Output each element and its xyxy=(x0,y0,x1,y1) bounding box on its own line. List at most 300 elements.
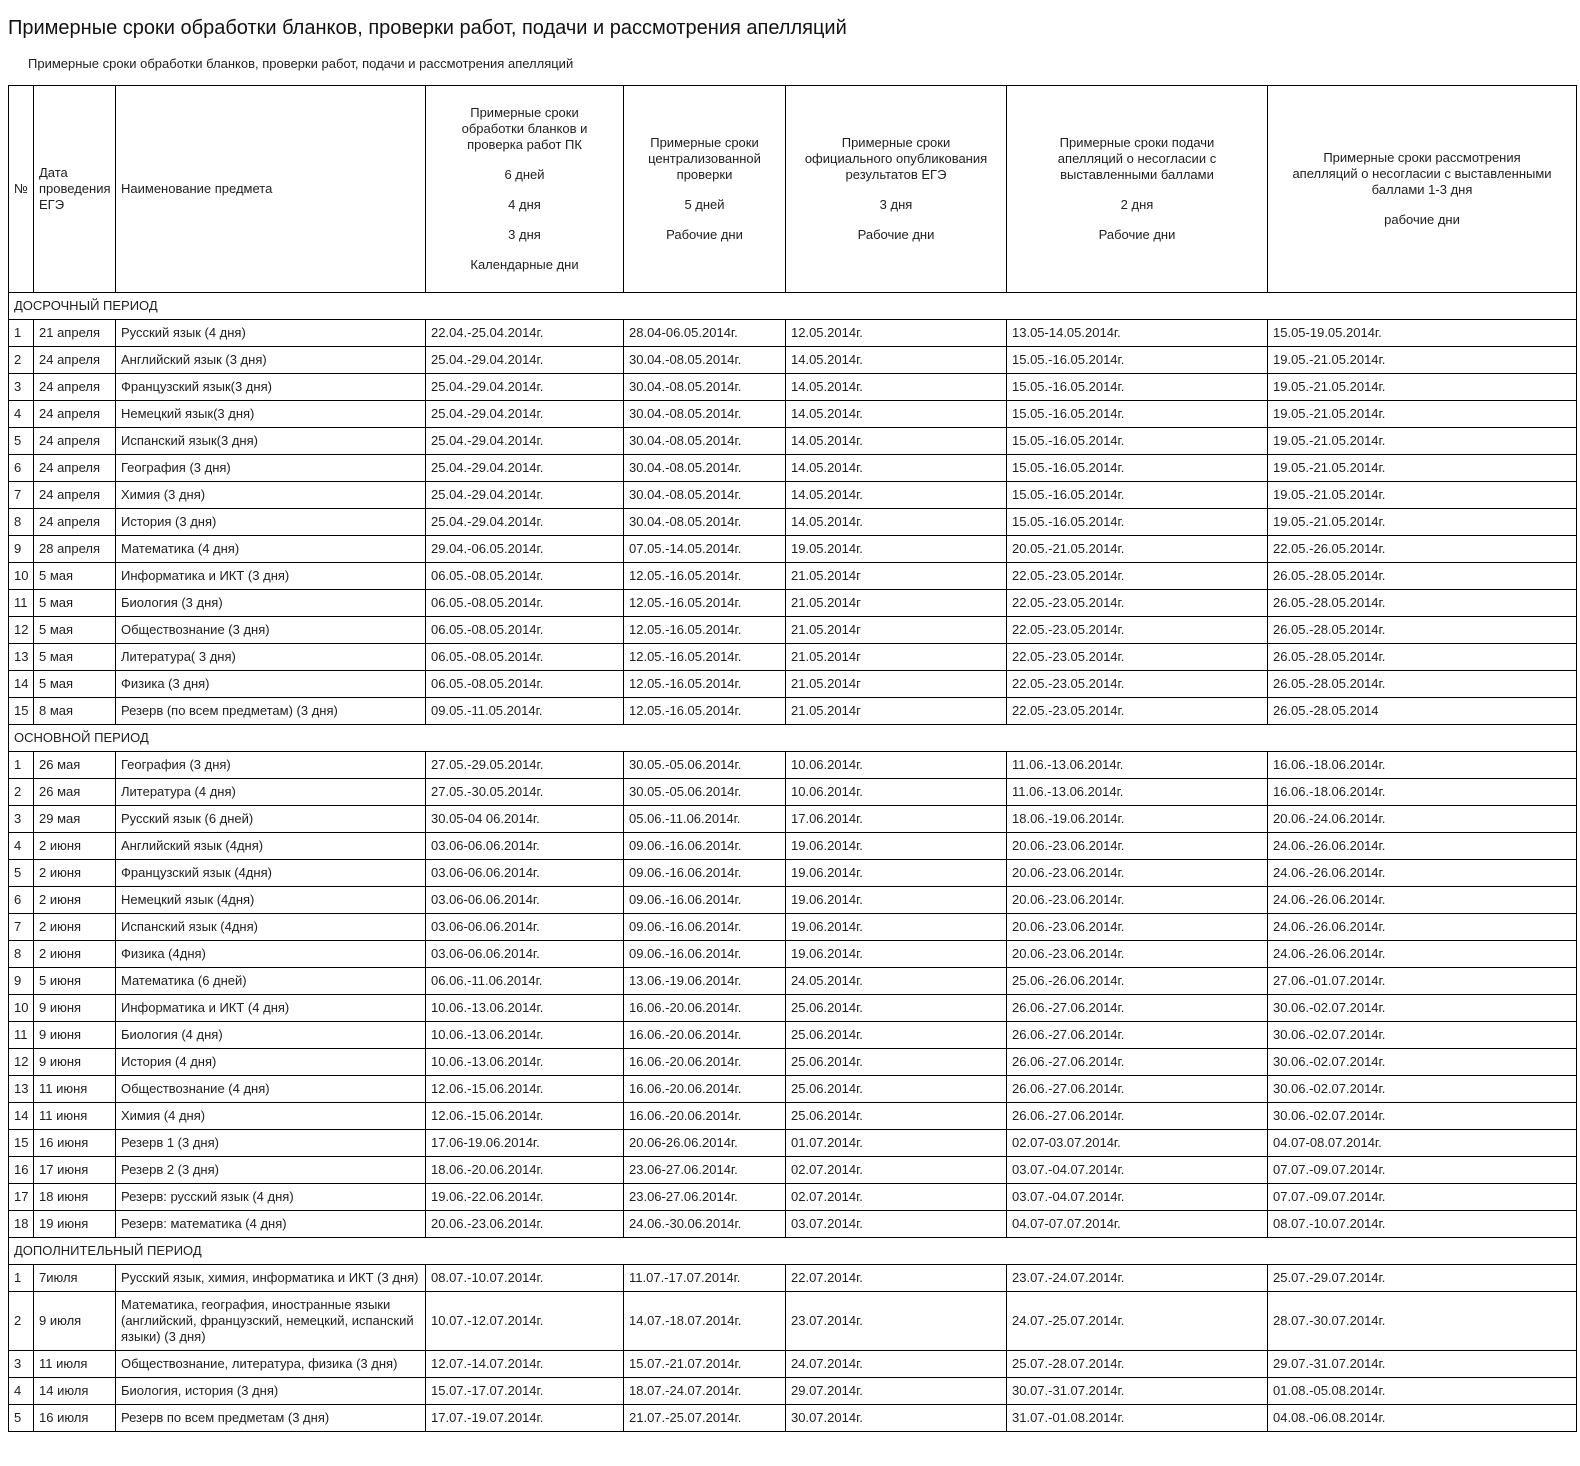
cell-number: 18 xyxy=(9,1211,34,1238)
cell-exam-date: 26 мая xyxy=(34,752,116,779)
cell-processing-period: 10.07.-12.07.2014г. xyxy=(426,1292,624,1351)
cell-exam-date: 2 июня xyxy=(34,887,116,914)
header-subject xyxy=(116,86,426,293)
cell-central-check-period: 12.05.-16.05.2014г. xyxy=(624,698,786,725)
cell-number: 15 xyxy=(9,698,34,725)
cell-publication-date: 14.05.2014г. xyxy=(786,428,1007,455)
table-row xyxy=(9,1351,1577,1378)
header-duration: 2 дня xyxy=(1120,197,1154,212)
cell-processing-period: 03.06-06.06.2014г. xyxy=(426,860,624,887)
cell-processing-period: 20.06.-23.06.2014г. xyxy=(426,1211,624,1238)
cell-central-check-period: 20.06-26.06.2014г. xyxy=(624,1130,786,1157)
cell-central-check-period: 16.06.-20.06.2014г. xyxy=(624,1022,786,1049)
cell-exam-date: 9 июня xyxy=(34,1022,116,1049)
cell-appeal-review-period: 30.06.-02.07.2014г. xyxy=(1268,1076,1577,1103)
cell-processing-period: 12.06.-15.06.2014г. xyxy=(426,1076,624,1103)
table-row xyxy=(9,617,1577,644)
cell-appeal-review-period: 22.05.-26.05.2014г. xyxy=(1268,536,1577,563)
table-row xyxy=(9,1184,1577,1211)
table-row xyxy=(9,860,1577,887)
cell-appeal-submission-period: 26.06.-27.06.2014г. xyxy=(1007,1022,1268,1049)
cell-publication-date: 14.05.2014г. xyxy=(786,401,1007,428)
cell-exam-date: 5 мая xyxy=(34,617,116,644)
header-line: апелляций о несогласии с xyxy=(1057,151,1217,166)
cell-appeal-submission-period: 26.06.-27.06.2014г. xyxy=(1007,995,1268,1022)
cell-number: 4 xyxy=(9,1378,34,1405)
cell-exam-date: 28 апреля xyxy=(34,536,116,563)
cell-appeal-review-period: 24.06.-26.06.2014г. xyxy=(1268,833,1577,860)
cell-appeal-submission-period: 25.07.-28.07.2014г. xyxy=(1007,1351,1268,1378)
cell-exam-date: 5 июня xyxy=(34,968,116,995)
cell-exam-date: 2 июня xyxy=(34,941,116,968)
cell-subject: Английский язык (4дня) xyxy=(116,833,426,860)
cell-exam-date: 5 мая xyxy=(34,671,116,698)
cell-appeal-submission-period: 11.06.-13.06.2014г. xyxy=(1007,779,1268,806)
table-row xyxy=(9,347,1577,374)
cell-processing-period: 03.06-06.06.2014г. xyxy=(426,887,624,914)
cell-subject: Математика, география, иностранные языки (английский, французский, немецкий, испанский языки) (3 дня) xyxy=(116,1292,426,1351)
cell-central-check-period: 11.07.-17.07.2014г. xyxy=(624,1265,786,1292)
header-line: Примерные сроки xyxy=(650,135,759,150)
cell-subject: Литература( 3 дня) xyxy=(116,644,426,671)
cell-subject: Биология, история (3 дня) xyxy=(116,1378,426,1405)
cell-central-check-period: 14.07.-18.07.2014г. xyxy=(624,1292,786,1351)
cell-appeal-review-period: 07.07.-09.07.2014г. xyxy=(1268,1184,1577,1211)
cell-subject: Литература (4 дня) xyxy=(116,779,426,806)
cell-processing-period: 25.04.-29.04.2014г. xyxy=(426,428,624,455)
header-line: выставленными баллами xyxy=(1060,167,1214,182)
header-processing-period xyxy=(426,86,624,293)
cell-appeal-review-period: 30.06.-02.07.2014г. xyxy=(1268,1103,1577,1130)
header-duration: 4 дня xyxy=(508,197,541,212)
cell-publication-date: 25.06.2014г. xyxy=(786,1103,1007,1130)
cell-appeal-review-period: 27.06.-01.07.2014г. xyxy=(1268,968,1577,995)
cell-subject: Французский язык(3 дня) xyxy=(116,374,426,401)
table-header-row xyxy=(9,86,1577,293)
cell-processing-period: 18.06.-20.06.2014г. xyxy=(426,1157,624,1184)
cell-central-check-period: 09.06.-16.06.2014г. xyxy=(624,941,786,968)
cell-central-check-period: 12.05.-16.05.2014г. xyxy=(624,671,786,698)
cell-exam-date: 2 июня xyxy=(34,914,116,941)
cell-processing-period: 27.05.-29.05.2014г. xyxy=(426,752,624,779)
cell-appeal-submission-period: 15.05.-16.05.2014г. xyxy=(1007,428,1268,455)
cell-publication-date: 19.06.2014г. xyxy=(786,941,1007,968)
cell-processing-period: 12.06.-15.06.2014г. xyxy=(426,1103,624,1130)
cell-central-check-period: 07.05.-14.05.2014г. xyxy=(624,536,786,563)
cell-subject: Немецкий язык (4дня) xyxy=(116,887,426,914)
cell-exam-date: 24 апреля xyxy=(34,482,116,509)
cell-subject: Математика (4 дня) xyxy=(116,536,426,563)
table-row xyxy=(9,1022,1577,1049)
cell-central-check-period: 12.05.-16.05.2014г. xyxy=(624,644,786,671)
table-row xyxy=(9,914,1577,941)
cell-processing-period: 06.05.-08.05.2014г. xyxy=(426,671,624,698)
cell-central-check-period: 28.04-06.05.2014г. xyxy=(624,320,786,347)
cell-exam-date: 8 мая xyxy=(34,698,116,725)
cell-subject: Информатика и ИКТ (4 дня) xyxy=(116,995,426,1022)
table-row xyxy=(9,374,1577,401)
header-subject-label: Наименование предмета xyxy=(121,181,273,196)
cell-subject: Резерв: русский язык (4 дня) xyxy=(116,1184,426,1211)
cell-number: 5 xyxy=(9,428,34,455)
cell-appeal-submission-period: 22.05.-23.05.2014г. xyxy=(1007,671,1268,698)
header-line: проведения xyxy=(39,181,111,196)
cell-appeal-review-period: 07.07.-09.07.2014г. xyxy=(1268,1157,1577,1184)
page-subtitle: Примерные сроки обработки бланков, проверки работ, подачи и рассмотрения апелляций xyxy=(28,56,574,71)
cell-central-check-period: 30.05.-05.06.2014г. xyxy=(624,752,786,779)
cell-central-check-period: 24.06.-30.06.2014г. xyxy=(624,1211,786,1238)
header-duration: 6 дней xyxy=(504,167,545,182)
cell-subject: Информатика и ИКТ (3 дня) xyxy=(116,563,426,590)
header-line: Дата xyxy=(39,165,68,180)
cell-number: 2 xyxy=(9,1292,34,1351)
cell-number: 7 xyxy=(9,482,34,509)
table-row xyxy=(9,428,1577,455)
cell-exam-date: 24 апреля xyxy=(34,509,116,536)
cell-subject: История (4 дня) xyxy=(116,1049,426,1076)
cell-number: 12 xyxy=(9,617,34,644)
cell-central-check-period: 13.06.-19.06.2014г. xyxy=(624,968,786,995)
table-row xyxy=(9,455,1577,482)
header-duration: 3 дня xyxy=(879,197,913,212)
cell-publication-date: 19.06.2014г. xyxy=(786,887,1007,914)
cell-appeal-review-period: 04.07-08.07.2014г. xyxy=(1268,1130,1577,1157)
cell-appeal-submission-period: 20.06.-23.06.2014г. xyxy=(1007,941,1268,968)
table-row xyxy=(9,941,1577,968)
section-header-row xyxy=(9,725,1577,752)
cell-publication-date: 12.05.2014г. xyxy=(786,320,1007,347)
table-row xyxy=(9,1211,1577,1238)
cell-appeal-submission-period: 15.05.-16.05.2014г. xyxy=(1007,401,1268,428)
cell-appeal-submission-period: 04.07-07.07.2014г. xyxy=(1007,1211,1268,1238)
cell-appeal-submission-period: 15.05.-16.05.2014г. xyxy=(1007,509,1268,536)
cell-subject: Математика (6 дней) xyxy=(116,968,426,995)
cell-processing-period: 17.07.-19.07.2014г. xyxy=(426,1405,624,1432)
cell-publication-date: 23.07.2014г. xyxy=(786,1292,1007,1351)
header-line: Примерные сроки xyxy=(841,135,951,150)
cell-processing-period: 08.07.-10.07.2014г. xyxy=(426,1265,624,1292)
cell-appeal-submission-period: 15.05.-16.05.2014г. xyxy=(1007,455,1268,482)
cell-number: 13 xyxy=(9,644,34,671)
cell-number: 16 xyxy=(9,1157,34,1184)
table-row xyxy=(9,995,1577,1022)
table-row xyxy=(9,1103,1577,1130)
table-row xyxy=(9,509,1577,536)
cell-subject: Русский язык (4 дня) xyxy=(116,320,426,347)
cell-processing-period: 22.04.-25.04.2014г. xyxy=(426,320,624,347)
header-day-type: Рабочие дни xyxy=(1098,227,1176,242)
cell-appeal-review-period: 29.07.-31.07.2014г. xyxy=(1268,1351,1577,1378)
cell-processing-period: 27.05.-30.05.2014г. xyxy=(426,779,624,806)
cell-publication-date: 14.05.2014г. xyxy=(786,374,1007,401)
cell-number: 6 xyxy=(9,887,34,914)
header-line: Примерные сроки рассмотрения xyxy=(1323,150,1521,165)
cell-appeal-review-period: 28.07.-30.07.2014г. xyxy=(1268,1292,1577,1351)
cell-appeal-submission-period: 22.05.-23.05.2014г. xyxy=(1007,617,1268,644)
table-row xyxy=(9,320,1577,347)
cell-central-check-period: 09.06.-16.06.2014г. xyxy=(624,914,786,941)
cell-publication-date: 01.07.2014г. xyxy=(786,1130,1007,1157)
cell-appeal-submission-period: 22.05.-23.05.2014г. xyxy=(1007,563,1268,590)
cell-processing-period: 29.04.-06.05.2014г. xyxy=(426,536,624,563)
cell-appeal-submission-period: 11.06.-13.06.2014г. xyxy=(1007,752,1268,779)
cell-appeal-review-period: 16.06.-18.06.2014г. xyxy=(1268,779,1577,806)
header-central-check-period xyxy=(624,86,786,293)
cell-publication-date: 14.05.2014г. xyxy=(786,347,1007,374)
cell-appeal-submission-period: 20.06.-23.06.2014г. xyxy=(1007,833,1268,860)
table-row xyxy=(9,752,1577,779)
cell-appeal-review-period: 19.05.-21.05.2014г. xyxy=(1268,509,1577,536)
cell-publication-date: 14.05.2014г. xyxy=(786,455,1007,482)
cell-appeal-review-period: 04.08.-06.08.2014г. xyxy=(1268,1405,1577,1432)
cell-processing-period: 25.04.-29.04.2014г. xyxy=(426,374,624,401)
table-row xyxy=(9,1378,1577,1405)
cell-number: 5 xyxy=(9,860,34,887)
header-line: централизованной xyxy=(648,151,761,166)
cell-appeal-submission-period: 02.07-03.07.2014г. xyxy=(1007,1130,1268,1157)
cell-central-check-period: 09.06.-16.06.2014г. xyxy=(624,860,786,887)
cell-subject: Обществознание, литература, физика (3 дня) xyxy=(116,1351,426,1378)
cell-exam-date: 5 мая xyxy=(34,563,116,590)
cell-subject: Физика (3 дня) xyxy=(116,671,426,698)
header-day-type: Рабочие дни xyxy=(666,227,743,242)
cell-appeal-submission-period: 31.07.-01.08.2014г. xyxy=(1007,1405,1268,1432)
cell-subject: Биология (3 дня) xyxy=(116,590,426,617)
cell-appeal-submission-period: 03.07.-04.07.2014г. xyxy=(1007,1184,1268,1211)
cell-appeal-review-period: 16.06.-18.06.2014г. xyxy=(1268,752,1577,779)
cell-subject: Французский язык (4дня) xyxy=(116,860,426,887)
cell-central-check-period: 30.04.-08.05.2014г. xyxy=(624,428,786,455)
cell-central-check-period: 09.06.-16.06.2014г. xyxy=(624,887,786,914)
cell-number: 5 xyxy=(9,1405,34,1432)
table-row xyxy=(9,1130,1577,1157)
cell-subject: Резерв (по всем предметам) (3 дня) xyxy=(116,698,426,725)
header-appeal-submission-period xyxy=(1007,86,1268,293)
cell-publication-date: 19.05.2014г. xyxy=(786,536,1007,563)
schedule-body xyxy=(9,293,1577,1432)
cell-number: 3 xyxy=(9,806,34,833)
cell-appeal-submission-period: 22.05.-23.05.2014г. xyxy=(1007,698,1268,725)
cell-number: 10 xyxy=(9,995,34,1022)
cell-appeal-review-period: 26.05.-28.05.2014г. xyxy=(1268,644,1577,671)
schedule-table xyxy=(8,85,1577,1432)
cell-subject: Русский язык (6 дней) xyxy=(116,806,426,833)
cell-publication-date: 30.07.2014г. xyxy=(786,1405,1007,1432)
section-title: ДОСРОЧНЫЙ ПЕРИОД xyxy=(9,293,1577,320)
cell-appeal-review-period: 19.05.-21.05.2014г. xyxy=(1268,347,1577,374)
cell-appeal-submission-period: 18.06.-19.06.2014г. xyxy=(1007,806,1268,833)
cell-number: 4 xyxy=(9,833,34,860)
cell-number: 8 xyxy=(9,941,34,968)
cell-publication-date: 02.07.2014г. xyxy=(786,1184,1007,1211)
cell-exam-date: 11 июня xyxy=(34,1076,116,1103)
cell-appeal-submission-period: 26.06.-27.06.2014г. xyxy=(1007,1103,1268,1130)
cell-publication-date: 21.05.2014г xyxy=(786,698,1007,725)
cell-central-check-period: 12.05.-16.05.2014г. xyxy=(624,617,786,644)
cell-central-check-period: 16.06.-20.06.2014г. xyxy=(624,1049,786,1076)
cell-exam-date: 5 мая xyxy=(34,644,116,671)
cell-appeal-submission-period: 22.05.-23.05.2014г. xyxy=(1007,644,1268,671)
cell-publication-date: 17.06.2014г. xyxy=(786,806,1007,833)
cell-exam-date: 24 апреля xyxy=(34,347,116,374)
cell-number: 6 xyxy=(9,455,34,482)
cell-appeal-submission-period: 03.07.-04.07.2014г. xyxy=(1007,1157,1268,1184)
cell-appeal-review-period: 24.06.-26.06.2014г. xyxy=(1268,914,1577,941)
cell-processing-period: 17.06-19.06.2014г. xyxy=(426,1130,624,1157)
cell-appeal-submission-period: 26.06.-27.06.2014г. xyxy=(1007,1076,1268,1103)
cell-exam-date: 5 мая xyxy=(34,590,116,617)
cell-subject: География (3 дня) xyxy=(116,752,426,779)
cell-processing-period: 30.05-04 06.2014г. xyxy=(426,806,624,833)
section-title: ДОПОЛНИТЕЛЬНЫЙ ПЕРИОД xyxy=(9,1238,1577,1265)
header-publication-date xyxy=(786,86,1007,293)
table-row xyxy=(9,1265,1577,1292)
table-row xyxy=(9,1157,1577,1184)
cell-appeal-review-period: 19.05.-21.05.2014г. xyxy=(1268,455,1577,482)
header-appeal-review-period xyxy=(1268,86,1577,293)
section-header-row xyxy=(9,293,1577,320)
header-day-type: Рабочие дни xyxy=(857,227,935,242)
cell-appeal-review-period: 26.05.-28.05.2014г. xyxy=(1268,563,1577,590)
cell-central-check-period: 30.05.-05.06.2014г. xyxy=(624,779,786,806)
cell-processing-period: 25.04.-29.04.2014г. xyxy=(426,482,624,509)
cell-subject: Русский язык, химия, информатика и ИКТ (3 дня) xyxy=(116,1265,426,1292)
cell-number: 17 xyxy=(9,1184,34,1211)
cell-processing-period: 10.06.-13.06.2014г. xyxy=(426,995,624,1022)
cell-subject: Обществознание (4 дня) xyxy=(116,1076,426,1103)
table-row xyxy=(9,401,1577,428)
cell-appeal-submission-period: 20.06.-23.06.2014г. xyxy=(1007,887,1268,914)
cell-exam-date: 2 июня xyxy=(34,833,116,860)
cell-processing-period: 06.06.-11.06.2014г. xyxy=(426,968,624,995)
header-day-type: Календарные дни xyxy=(470,257,579,272)
cell-publication-date: 19.06.2014г. xyxy=(786,833,1007,860)
cell-publication-date: 02.07.2014г. xyxy=(786,1157,1007,1184)
cell-subject: Обществознание (3 дня) xyxy=(116,617,426,644)
cell-subject: Резерв по всем предметам (3 дня) xyxy=(116,1405,426,1432)
cell-appeal-submission-period: 20.06.-23.06.2014г. xyxy=(1007,914,1268,941)
table-row xyxy=(9,536,1577,563)
table-row xyxy=(9,1292,1577,1351)
table-row xyxy=(9,887,1577,914)
cell-central-check-period: 12.05.-16.05.2014г. xyxy=(624,563,786,590)
cell-publication-date: 10.06.2014г. xyxy=(786,779,1007,806)
cell-subject: Химия (4 дня) xyxy=(116,1103,426,1130)
table-row xyxy=(9,1076,1577,1103)
cell-number: 10 xyxy=(9,563,34,590)
cell-appeal-review-period: 01.08.-05.08.2014г. xyxy=(1268,1378,1577,1405)
cell-subject: Резерв 2 (3 дня) xyxy=(116,1157,426,1184)
header-line: Примерные сроки xyxy=(470,105,579,120)
cell-exam-date: 14 июля xyxy=(34,1378,116,1405)
cell-publication-date: 19.06.2014г. xyxy=(786,914,1007,941)
cell-processing-period: 06.05.-08.05.2014г. xyxy=(426,563,624,590)
cell-appeal-submission-period: 24.07.-25.07.2014г. xyxy=(1007,1292,1268,1351)
cell-appeal-review-period: 30.06.-02.07.2014г. xyxy=(1268,1022,1577,1049)
cell-processing-period: 06.05.-08.05.2014г. xyxy=(426,617,624,644)
cell-exam-date: 9 июня xyxy=(34,995,116,1022)
table-row xyxy=(9,1405,1577,1432)
cell-appeal-submission-period: 13.05-14.05.2014г. xyxy=(1007,320,1268,347)
cell-publication-date: 24.05.2014г. xyxy=(786,968,1007,995)
cell-processing-period: 10.06.-13.06.2014г. xyxy=(426,1022,624,1049)
cell-number: 11 xyxy=(9,1022,34,1049)
cell-exam-date: 17 июня xyxy=(34,1157,116,1184)
cell-publication-date: 21.05.2014г xyxy=(786,671,1007,698)
cell-appeal-review-period: 26.05.-28.05.2014г. xyxy=(1268,590,1577,617)
cell-processing-period: 25.04.-29.04.2014г. xyxy=(426,509,624,536)
cell-appeal-submission-period: 20.06.-23.06.2014г. xyxy=(1007,860,1268,887)
page-title: Примерные сроки обработки бланков, проверки работ, подачи и рассмотрения апелляций xyxy=(8,17,847,39)
cell-exam-date: 16 июля xyxy=(34,1405,116,1432)
cell-subject: Испанский язык (4дня) xyxy=(116,914,426,941)
table-row xyxy=(9,563,1577,590)
cell-appeal-submission-period: 26.06.-27.06.2014г. xyxy=(1007,1049,1268,1076)
cell-subject: Английский язык (3 дня) xyxy=(116,347,426,374)
header-number xyxy=(9,86,34,293)
cell-central-check-period: 30.04.-08.05.2014г. xyxy=(624,401,786,428)
cell-number: 8 xyxy=(9,509,34,536)
header-line: апелляций о несогласии с выставленными xyxy=(1292,166,1552,181)
cell-number: 1 xyxy=(9,320,34,347)
cell-appeal-review-period: 26.05.-28.05.2014г. xyxy=(1268,671,1577,698)
cell-central-check-period: 16.06.-20.06.2014г. xyxy=(624,1076,786,1103)
cell-processing-period: 15.07.-17.07.2014г. xyxy=(426,1378,624,1405)
cell-central-check-period: 16.06.-20.06.2014г. xyxy=(624,1103,786,1130)
header-exam-date xyxy=(34,86,116,293)
cell-publication-date: 25.06.2014г. xyxy=(786,1076,1007,1103)
cell-subject: История (3 дня) xyxy=(116,509,426,536)
header-line: обработки бланков и xyxy=(461,121,588,136)
cell-exam-date: 18 июня xyxy=(34,1184,116,1211)
cell-publication-date: 10.06.2014г. xyxy=(786,752,1007,779)
header-line: официального опубликования xyxy=(804,151,988,166)
cell-publication-date: 24.07.2014г. xyxy=(786,1351,1007,1378)
cell-exam-date: 16 июня xyxy=(34,1130,116,1157)
table-row xyxy=(9,644,1577,671)
cell-appeal-review-period: 20.06.-24.06.2014г. xyxy=(1268,806,1577,833)
header-line: проверки xyxy=(676,167,733,182)
cell-processing-period: 09.05.-11.05.2014г. xyxy=(426,698,624,725)
cell-appeal-submission-period: 15.05.-16.05.2014г. xyxy=(1007,374,1268,401)
cell-exam-date: 24 апреля xyxy=(34,401,116,428)
cell-publication-date: 25.06.2014г. xyxy=(786,995,1007,1022)
cell-publication-date: 14.05.2014г. xyxy=(786,509,1007,536)
cell-appeal-review-period: 30.06.-02.07.2014г. xyxy=(1268,1049,1577,1076)
cell-exam-date: 11 июня xyxy=(34,1103,116,1130)
cell-central-check-period: 30.04.-08.05.2014г. xyxy=(624,347,786,374)
cell-publication-date: 14.05.2014г. xyxy=(786,482,1007,509)
cell-number: 3 xyxy=(9,1351,34,1378)
cell-number: 12 xyxy=(9,1049,34,1076)
cell-central-check-period: 16.06.-20.06.2014г. xyxy=(624,995,786,1022)
cell-number: 3 xyxy=(9,374,34,401)
cell-number: 2 xyxy=(9,779,34,806)
cell-appeal-submission-period: 15.05.-16.05.2014г. xyxy=(1007,482,1268,509)
cell-exam-date: 7июля xyxy=(34,1265,116,1292)
table-row xyxy=(9,590,1577,617)
cell-processing-period: 25.04.-29.04.2014г. xyxy=(426,401,624,428)
cell-publication-date: 25.06.2014г. xyxy=(786,1022,1007,1049)
cell-number: 1 xyxy=(9,752,34,779)
cell-appeal-submission-period: 15.05.-16.05.2014г. xyxy=(1007,347,1268,374)
cell-number: 14 xyxy=(9,1103,34,1130)
cell-subject: Резерв 1 (3 дня) xyxy=(116,1130,426,1157)
cell-appeal-submission-period: 30.07.-31.07.2014г. xyxy=(1007,1378,1268,1405)
cell-processing-period: 03.06-06.06.2014г. xyxy=(426,941,624,968)
cell-exam-date: 24 апреля xyxy=(34,428,116,455)
cell-processing-period: 25.04.-29.04.2014г. xyxy=(426,347,624,374)
